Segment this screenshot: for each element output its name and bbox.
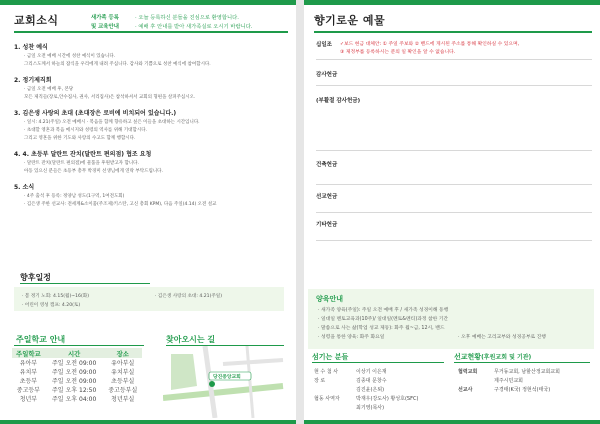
schedule-rule [20, 283, 150, 284]
mission-category: 협력교회 [458, 369, 478, 375]
offering-rule [316, 212, 592, 213]
table-cell: 청년부실 [111, 396, 135, 403]
table-cell: 주일 오전 09:00 [52, 360, 97, 367]
offering-label: 감사헌금 [316, 72, 338, 78]
table-header-row [12, 348, 142, 358]
bottom-accent-bar [304, 420, 600, 424]
table-row [12, 394, 142, 403]
table-cell: 초등부 [19, 378, 38, 385]
missions-title [454, 352, 531, 362]
news-line: 그리고 영혼을 위한 기도와 사랑의 수고도 함께 행합시다. [24, 136, 136, 141]
top-accent-bar [304, 0, 600, 5]
news-line: · 초대할 영혼과 복음 메시지와 성령의 역사를 위해 기대합시다. [24, 128, 147, 133]
new-family-text: · 오늘 등록하신 분들을 진심으로 환영합니다. [135, 15, 239, 21]
server-role: 장 로 [314, 378, 326, 384]
offering-label: 선교헌금 [316, 194, 338, 200]
missions-rule [454, 362, 590, 363]
nurture-line: · 말씀으로 사는 삶(학업 성교 제동): 화주 월~금, 12시, 밴드 [318, 326, 445, 331]
news-line: 그리스도께서 하늘의 잡식을 우리에게 내려 주십니다. 감사와 기쁨으로 성찬 예식에 참여합시다. [24, 62, 211, 67]
news-line: · 일시: 4.21(주일) 오전 예배시 · 복음을 함께 향유하고 싶은 이들을 초대하는 시간입니다. [24, 120, 200, 125]
table-row [12, 367, 142, 376]
mission-value: 무거동교회, 남할산정교회교회 [494, 369, 560, 375]
table-cell: 주일 오후 12:50 [52, 387, 97, 394]
nurture-title: 양육안내 [316, 295, 344, 303]
table-row [12, 376, 142, 385]
schedule-title: 향후일정 [20, 273, 51, 282]
news-heading: 1. 성찬 예식 [14, 44, 48, 51]
table-cell: 주일 오전 09:00 [52, 369, 97, 376]
nurture-line: · 새가족 양육(주일): 주일 오전 예배 후 / 새가족 성경이해 동행 [318, 308, 449, 313]
bottom-accent-bar [0, 420, 296, 424]
server-role: 현 수 첨 사 [314, 369, 339, 375]
servers-title: 섬기는 분들 [312, 353, 349, 361]
news-heading: 3. 김은생 사랑의 초대 (초대장은 로비에 비치되어 있습니다.) [14, 110, 177, 117]
table-cell: 주일 오전 09:00 [52, 378, 97, 385]
missions-title-sub: (후원교회 및 기관) [481, 354, 532, 361]
news-item [14, 182, 284, 209]
nurture-line: · 오후 예배는 고리교부와 성경공부로 진행 [458, 335, 546, 340]
sunday-school-rule [14, 345, 144, 346]
header-rule [314, 31, 592, 33]
news-line: · 김은생 주한 선교사: 전세계&소이품(주조제)키스탄, 고신 총회 KPM), 다음 주일(4.14) 오전 설교 [24, 202, 217, 207]
news-line: · 4주 출석 후 등록: 정양남 성도(1구역, 1여전도회) [24, 194, 125, 199]
offering-rule [316, 240, 592, 241]
mission-category: 선교사 [458, 387, 473, 393]
church-map-label: 당진중앙교회 [213, 375, 241, 380]
top-accent-bar [0, 0, 296, 5]
education-label: 및 교육안내 [91, 24, 119, 30]
news-heading: 4. 4. 초등부 달란트 잔치(달란트 편의점) 협조 요청 [14, 151, 152, 158]
nurture-box [308, 289, 594, 349]
mission-value: 제주시민교회 [494, 378, 523, 384]
table-cell: 청년부 [19, 396, 38, 403]
new-family-label: 새가족 등록 [91, 15, 119, 21]
offering-note: ③ 제정부를 등록하시는 분의 일 확인을 알 수 없습니다. [340, 50, 456, 55]
news-line: · 금일 오전 예배 후, 본당 [24, 87, 74, 92]
offering-label: 기타헌금 [316, 222, 338, 228]
news-line: · 달란트 잔치(달란트 편의점)에 물품을 후원받고자 합니다. [24, 161, 139, 166]
table-cell: 유치부실 [111, 369, 135, 376]
sunday-school-title: 주일학교 안내 [16, 335, 66, 344]
tithe-label: 십일조 [316, 42, 332, 48]
news-item [14, 149, 284, 176]
offering-rule [316, 184, 592, 185]
header-rule [14, 31, 288, 33]
server-name: 이상기 이은재 [356, 369, 387, 375]
schedule-item: · 김은생 사랑의 초대: 4.21(주일) [155, 294, 223, 299]
table-cell: 중고등부 [16, 387, 40, 394]
offering-label: 건축헌금 [316, 162, 338, 168]
table-cell: 주일 오후 04:00 [52, 396, 97, 403]
column-header: 장소 [104, 348, 142, 358]
education-text: · 예배 후 안내를 받아 새가족실로 오시기 바랍니다. [135, 24, 253, 30]
table-row [12, 385, 142, 394]
server-name: 박재우(강도사) 황성호(SFC) [356, 396, 419, 402]
table-cell: 중고등부실 [108, 387, 138, 394]
offering-label: (부활절 감사헌금) [316, 98, 361, 104]
table-cell: 유치부 [19, 369, 38, 376]
server-role: 협동 사역자 [314, 396, 340, 402]
news-line: 아동 있으신 분들은 초등부 총무 박경미 선생님에게 연락 부탁드립니다. [24, 169, 163, 174]
server-name: 최기영(목사) [356, 405, 385, 411]
news-heading: 5. 소식 [14, 184, 35, 191]
column-header: 시간 [45, 348, 104, 358]
news-line: · 금일 오전 예배 시간에 성찬 예식이 있습니다. [24, 54, 116, 59]
location-map [163, 346, 285, 418]
offering-rule [316, 59, 592, 60]
page-gutter [296, 0, 304, 424]
mission-value: 구경태(K국) 정현석(태국) [494, 387, 551, 393]
schedule-item: · 봄 정기 노회: 4.15(월)~16(화) [22, 294, 90, 299]
schedule-item: · 어린이 영성 캠프: 4.20(토) [22, 303, 81, 308]
news-line: 모든 제직들(장로,안수집사, 권사, 서리집사)은 참석하셔서 교회의 형편을 살펴주십시오. [24, 95, 196, 100]
offering-rule [316, 85, 592, 86]
news-item [14, 42, 284, 69]
table-cell: 초등부실 [111, 378, 135, 385]
servers-rule [312, 362, 444, 363]
directions-title: 찾아오시는 길 [166, 335, 216, 344]
table-cell: 유아부실 [111, 360, 135, 367]
server-name: 김진윤(은퇴) [356, 387, 385, 393]
right-page [304, 0, 600, 424]
table-row [12, 358, 142, 367]
left-page [0, 0, 296, 424]
news-item [14, 108, 284, 143]
nurture-line: · 일대일 멘토교육과(10주)/ 일대일(멘토&멘티)과정 참한 기간 [318, 317, 449, 322]
missions-title-main: 선교현황 [454, 353, 482, 361]
table-cell: 유아부 [19, 360, 38, 367]
map-graphic [163, 346, 285, 418]
church-news-title: 교회소식 [14, 14, 59, 27]
nurture-line: · 성령을 통한 양육: 화주 화요일 [318, 335, 385, 340]
news-list [14, 42, 284, 215]
column-header: 주일학교 [12, 348, 45, 358]
offering-title: 향기로운 예물 [314, 14, 386, 27]
offering-rule [316, 150, 592, 151]
server-name: 김종대 문창수 [356, 378, 387, 384]
news-item [14, 75, 284, 102]
sunday-school-table [12, 348, 142, 403]
news-heading: 2. 정기제직회 [14, 77, 52, 84]
offering-note: ✓보드 현금 대체안: ① 주일 주보와 ② 밴드에 게시된 주소를 통해 확인하실 수 있으며, [340, 42, 520, 47]
